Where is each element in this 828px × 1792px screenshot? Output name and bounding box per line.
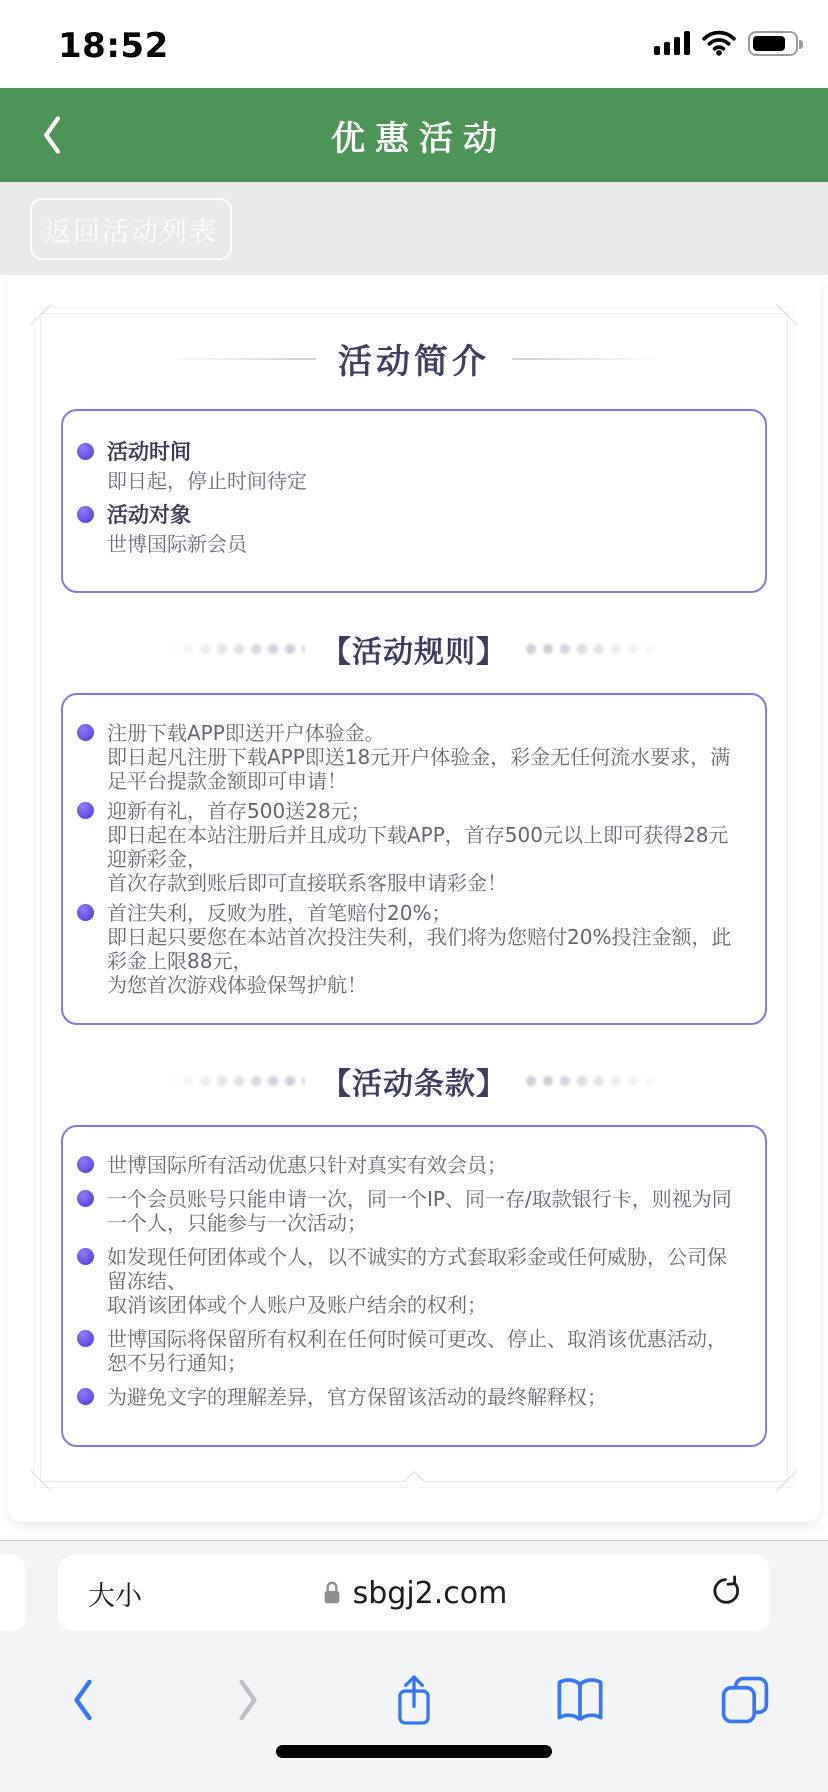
url-bar-row xyxy=(0,1541,828,1645)
info-value: 世博国际新会员 xyxy=(107,532,247,556)
browser-back-button[interactable] xyxy=(0,1645,166,1755)
info-label xyxy=(107,439,745,465)
bullet-icon xyxy=(77,802,94,819)
decorative-frame xyxy=(40,313,788,1482)
term-line: 为避免文字的理解差异，官方保留该活动的最终解释权； xyxy=(107,1385,607,1409)
term-line: 取消该团体或个人账户及账户结余的权利； xyxy=(107,1293,487,1317)
term-line: 如发现任何团体或个人，以不诚实的方式套取彩金或任何威胁，公司保留冻结、 xyxy=(107,1245,727,1293)
chain-ornament-left xyxy=(163,1074,305,1088)
title-line-right xyxy=(512,358,662,360)
bullet-icon xyxy=(77,443,94,460)
intro-title-row xyxy=(51,334,777,383)
previous-tab-sliver[interactable] xyxy=(0,1555,26,1631)
chain-ornament-right xyxy=(523,1074,665,1088)
chain-ornament-left xyxy=(163,642,305,656)
rule-line: 首注失利，反败为胜，首笔赔付20%； xyxy=(107,901,452,925)
app-nav-header xyxy=(0,88,828,182)
wifi-icon xyxy=(702,30,736,56)
frame-corner-ornament xyxy=(30,1470,52,1492)
rule-line: 首次存款到账后即可直接联系客服申请彩金！ xyxy=(107,871,507,895)
promo-card xyxy=(8,275,820,1522)
term-item xyxy=(107,1385,745,1409)
term-line: 世博国际所有活动优惠只针对真实有效会员； xyxy=(107,1153,507,1177)
frame-corner-ornament xyxy=(776,1470,798,1492)
frame-corner-ornament xyxy=(30,304,52,326)
frame-bottom-notch xyxy=(403,1471,424,1492)
title-line-left xyxy=(166,358,316,360)
bullet-icon xyxy=(77,1248,94,1265)
back-button[interactable] xyxy=(22,88,82,182)
bullet-icon xyxy=(77,1330,94,1347)
text-size-button[interactable]: 大小 xyxy=(88,1580,142,1612)
term-item xyxy=(107,1187,745,1235)
rule-item xyxy=(107,901,745,997)
info-label xyxy=(107,502,745,528)
bookmarks-button[interactable] xyxy=(497,1645,663,1755)
sub-bar xyxy=(0,182,828,275)
chevron-right-icon xyxy=(235,1678,261,1722)
bullet-icon xyxy=(77,1388,94,1405)
bullet-icon xyxy=(77,506,94,523)
chevron-left-icon xyxy=(40,115,64,155)
info-box xyxy=(61,409,767,593)
term-item xyxy=(107,1327,745,1375)
address-bar[interactable] xyxy=(58,1555,770,1631)
reload-button[interactable] xyxy=(684,1555,770,1631)
section-header-rules xyxy=(51,627,777,671)
info-label-text: 活动对象 xyxy=(107,503,191,527)
address-display xyxy=(58,1576,770,1611)
info-label-text: 活动时间 xyxy=(107,440,191,464)
section-title: 【活动规则】 xyxy=(321,635,507,670)
bullet-icon xyxy=(77,1190,94,1207)
term-item xyxy=(107,1245,745,1317)
info-value: 即日起，停止时间待定 xyxy=(107,469,307,493)
terms-box xyxy=(61,1125,767,1447)
frame-corner-ornament xyxy=(776,304,798,326)
browser-forward-button[interactable] xyxy=(166,1645,332,1755)
cellular-signal-icon xyxy=(654,31,690,55)
intro-title: 活动简介 xyxy=(338,342,490,382)
status-icons xyxy=(654,30,798,56)
safari-bottom-bar xyxy=(0,1540,828,1792)
section-header-terms xyxy=(51,1059,777,1103)
share-icon xyxy=(391,1671,437,1729)
term-line: 世博国际将保留所有权利在任何时候可更改、停止、取消该优惠活动，恕不另行通知； xyxy=(107,1327,727,1375)
reload-icon xyxy=(710,1574,744,1612)
bullet-icon xyxy=(77,724,94,741)
battery-icon xyxy=(748,31,798,56)
lock-icon xyxy=(321,1579,343,1607)
tabs-icon xyxy=(719,1674,771,1726)
chain-ornament-right xyxy=(523,642,665,656)
rule-line: 即日起只要您在本站首次投注失利，我们将为您赔付20%投注金额，此彩金上限88元， xyxy=(107,925,732,973)
chevron-left-icon xyxy=(70,1678,96,1722)
open-book-icon xyxy=(554,1674,606,1726)
rule-line: 即日起凡注册下载APP即送18元开户体验金，彩金无任何流水要求，满足平台提款金额即可申请！ xyxy=(107,745,731,793)
share-button[interactable] xyxy=(331,1645,497,1755)
bullet-icon xyxy=(77,1156,94,1173)
page-title: 优惠活动 xyxy=(331,118,507,159)
rule-line: 即日起在本站注册后并且成功下载APP，首存500元以上即可获得28元迎新彩金， xyxy=(107,823,729,871)
rule-line: 迎新有礼，首存500送28元； xyxy=(107,799,371,823)
safari-toolbar xyxy=(0,1645,828,1755)
term-line: 一个会员账号只能申请一次，同一个IP、同一存/取款银行卡，则视为同一个人，只能参与一次活动； xyxy=(107,1187,732,1235)
rules-box xyxy=(61,693,767,1025)
section-title: 【活动条款】 xyxy=(321,1067,507,1102)
bullet-icon xyxy=(77,904,94,921)
status-time: 18:52 xyxy=(58,26,169,66)
tabs-button[interactable] xyxy=(662,1645,828,1755)
rule-item xyxy=(107,721,745,793)
status-bar xyxy=(0,0,828,88)
url-text: sbgj2.com xyxy=(352,1575,508,1611)
rule-line: 为您首次游戏体验保驾护航！ xyxy=(107,973,367,997)
rule-item xyxy=(107,799,745,895)
rule-line: 注册下载APP即送开户体验金。 xyxy=(107,721,385,745)
term-item xyxy=(107,1153,745,1177)
return-activity-list-button[interactable]: 返回活动列表 xyxy=(30,198,232,260)
home-indicator[interactable] xyxy=(276,1745,552,1758)
